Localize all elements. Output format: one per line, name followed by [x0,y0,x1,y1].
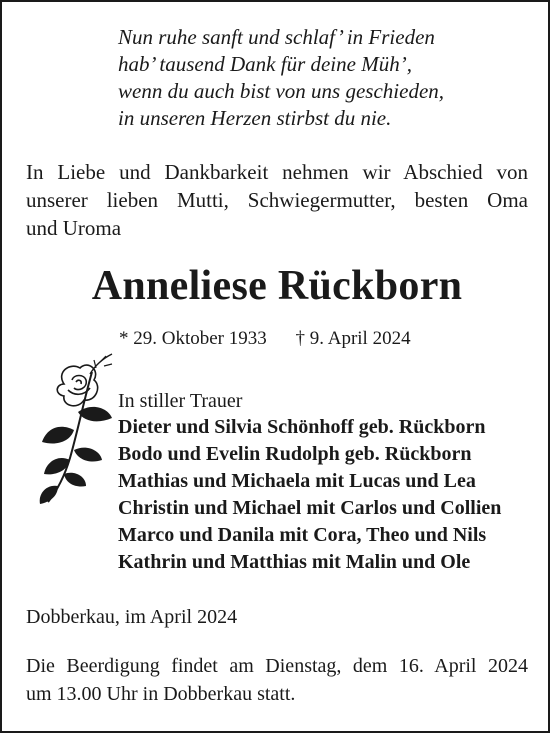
mourner-line: Mathias und Michaela mit Lucas und Lea [118,470,476,492]
funeral-line: um 13.00 Uhr in Dobberkau statt. [26,683,296,705]
funeral-info [26,652,528,708]
farewell-text [26,158,528,242]
rose-icon [34,350,126,510]
mourner-line: Marco und Danila mit Cora, Theo und Nils [118,524,487,546]
mourners-lead: In stiller Trauer [118,390,243,412]
death-date: † 9. April 2024 [295,328,411,349]
farewell-line: und Uroma [26,216,122,240]
mourners-list [118,414,501,576]
farewell-line: In Liebe und Dankbarkeit nehmen wir Abschied von [26,160,528,184]
mourner-line: Dieter und Silvia Schönhoff geb. Rückborn [118,416,486,438]
funeral-line: Die Beerdigung findet am Dienstag, dem 16. April 2024 [26,655,528,677]
deceased-name: Anneliese Rückborn [91,263,463,309]
place-date: Dobberkau, im April 2024 [26,606,238,628]
mourner-line: Kathrin und Matthias mit Malin und Ole [118,551,471,573]
memorial-verse [118,24,444,132]
farewell-line: unserer lieben Mutti, Schwiegermutter, besten Oma [26,188,528,212]
verse-line: wenn du auch bist von uns geschieden, [118,79,445,103]
life-dates [119,326,411,352]
mourners-block [118,388,501,576]
birth-date: * 29. Oktober 1933 [119,328,267,349]
verse-line: in unseren Herzen stirbst du nie. [118,106,392,130]
verse-line: hab’ tausend Dank für deine Müh’, [118,52,412,76]
mourner-line: Bodo und Evelin Rudolph geb. Rückborn [118,443,472,465]
verse-line: Nun ruhe sanft und schlaf’ in Frieden [118,25,435,49]
mourner-line: Christin und Michael mit Carlos und Collien [118,497,502,519]
